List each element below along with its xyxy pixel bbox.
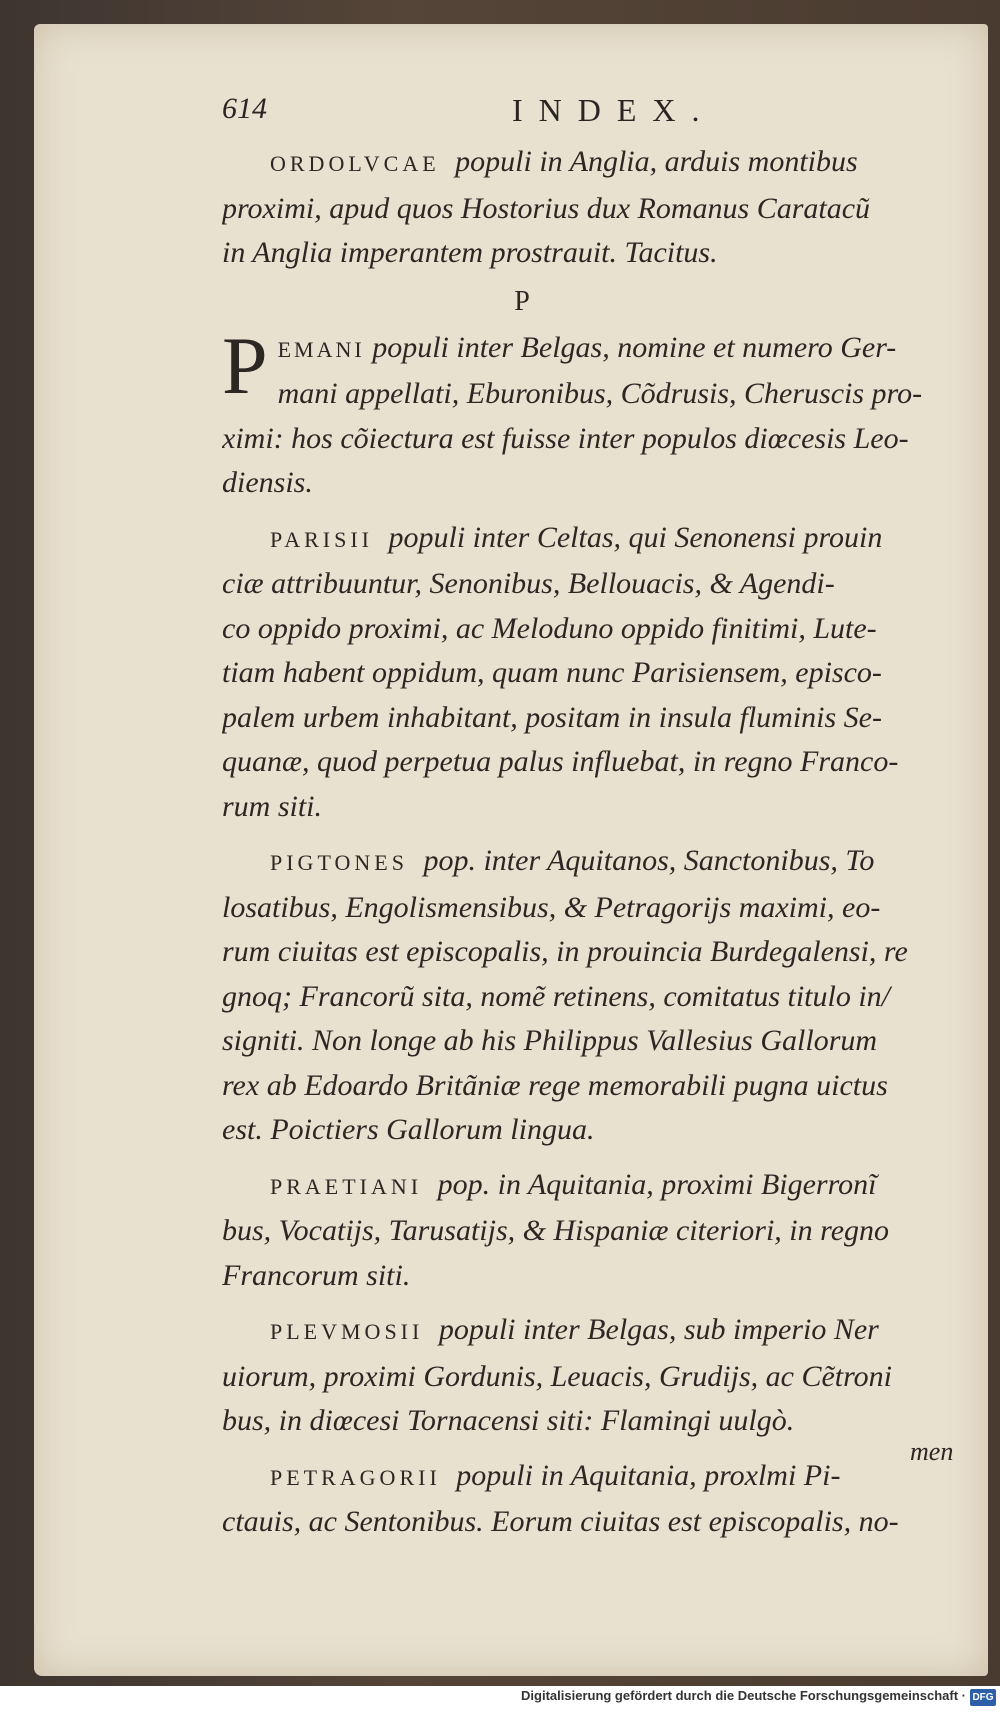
entry-line: populi in Anglia, arduis montibus xyxy=(447,145,858,178)
entry-line: rex ab Edoardo Britãniæ rege memorabili pugna uictus xyxy=(222,1068,888,1102)
index-entry-pigtones xyxy=(222,839,952,1153)
entry-line: palem urbem inhabitant, positam in insula fluminis Se- xyxy=(222,700,882,734)
entry-line: tiam habent oppidum, quam nunc Parisiensem, episco- xyxy=(222,656,882,689)
entry-line: in Anglia imperantem prostrauit. Tacitus. xyxy=(222,236,718,269)
index-entry-ordolvcae xyxy=(222,140,952,276)
entry-line: gnoq; Francorũ sita, nomẽ retinens, comitatus titulo in/ xyxy=(222,979,891,1013)
entry-line: ciæ attribuuntur, Senonibus, Bellouacis, & Agendi- xyxy=(222,567,835,600)
running-head: INDEX. xyxy=(512,92,716,128)
index-body xyxy=(222,140,952,1555)
entry-headword: PRAETIANI xyxy=(270,1173,423,1199)
entry-line: populi inter Celtas, qui Senonensi prouin xyxy=(381,520,883,554)
entry-line: rum siti. xyxy=(222,789,323,823)
entry-line: proximi, apud quos Hostorius dux Romanus Caratacũ xyxy=(222,191,871,225)
digitization-credit: Digitalisierung gefördert durch die Deutsche Forschungsgemeinschaft · xyxy=(521,1688,966,1703)
entry-headword: EMANI xyxy=(277,336,365,362)
entry-line: bus, in diœcesi Tornacensi siti: Flamingi uulgò. xyxy=(222,1404,795,1437)
entry-line: losatibus, Engolismensibus, & Petragorijs maximi, eo- xyxy=(222,890,881,924)
index-entry-pemani xyxy=(222,319,952,506)
entry-line: rum ciuitas est episcopalis, in prouincia Burdegalensi, re xyxy=(222,935,908,968)
entry-line: populi inter Belgas, sub imperio Ner xyxy=(431,1313,879,1346)
entry-line: mani appellati, Eburonibus, Cõdrusis, Cheruscis pro- xyxy=(277,377,923,410)
entry-line: est. Poictiers Gallorum lingua. xyxy=(222,1113,595,1146)
entry-line: populi inter Belgas, nomine et numero Ger- xyxy=(364,330,897,364)
entry-headword: PIGTONES xyxy=(270,850,408,875)
index-entry-parisii xyxy=(222,516,952,830)
index-entry-plevmosii xyxy=(222,1308,952,1444)
entry-line: co oppido proximi, ac Meloduno oppido finitimi, Lute- xyxy=(222,611,877,645)
entry-headword: PARISII xyxy=(270,526,373,552)
entry-headword: PLEVMOSII xyxy=(270,1319,424,1344)
entry-line: signiti. Non longe ab his Philippus Vallesius Gallorum xyxy=(222,1024,878,1057)
page-number: 614 xyxy=(222,92,267,125)
catchword: men xyxy=(910,1437,954,1466)
index-entry-praetiani xyxy=(222,1163,952,1299)
entry-line: pop. in Aquitania, proximi Bigerronĩ xyxy=(430,1167,877,1201)
entry-line: uiorum, proximi Gordunis, Leuacis, Grudijs, ac Cẽtroni xyxy=(222,1359,893,1393)
dfg-logo-icon: DFG xyxy=(970,1689,996,1706)
entry-headword: PETRAGORII xyxy=(270,1464,441,1490)
entry-line: bus, Vocatijs, Tarusatijs, & Hispaniæ citeriori, in regno xyxy=(222,1214,890,1247)
entry-line: populi in Aquitania, proxlmi Pi- xyxy=(448,1458,841,1492)
entry-line: ctauis, ac Sentonibus. Eorum ciuitas est episcopalis, no- xyxy=(222,1505,899,1538)
section-letter: P xyxy=(514,285,530,317)
entry-line: ximi: hos cõiectura est fuisse inter populos diœcesis Leo- xyxy=(222,421,909,455)
entry-line: Francorum siti. xyxy=(222,1258,411,1292)
entry-headword: ORDOLVCAE xyxy=(270,151,440,176)
page-header xyxy=(222,92,722,132)
drop-cap: P xyxy=(222,319,268,411)
entry-line: quanæ, quod perpetua palus influebat, in regno Franco- xyxy=(222,745,899,778)
entry-line: diensis. xyxy=(222,466,313,499)
entry-line: pop. inter Aquitanos, Sanctonibus, To xyxy=(415,844,875,877)
index-entry-petragorii xyxy=(222,1454,952,1545)
